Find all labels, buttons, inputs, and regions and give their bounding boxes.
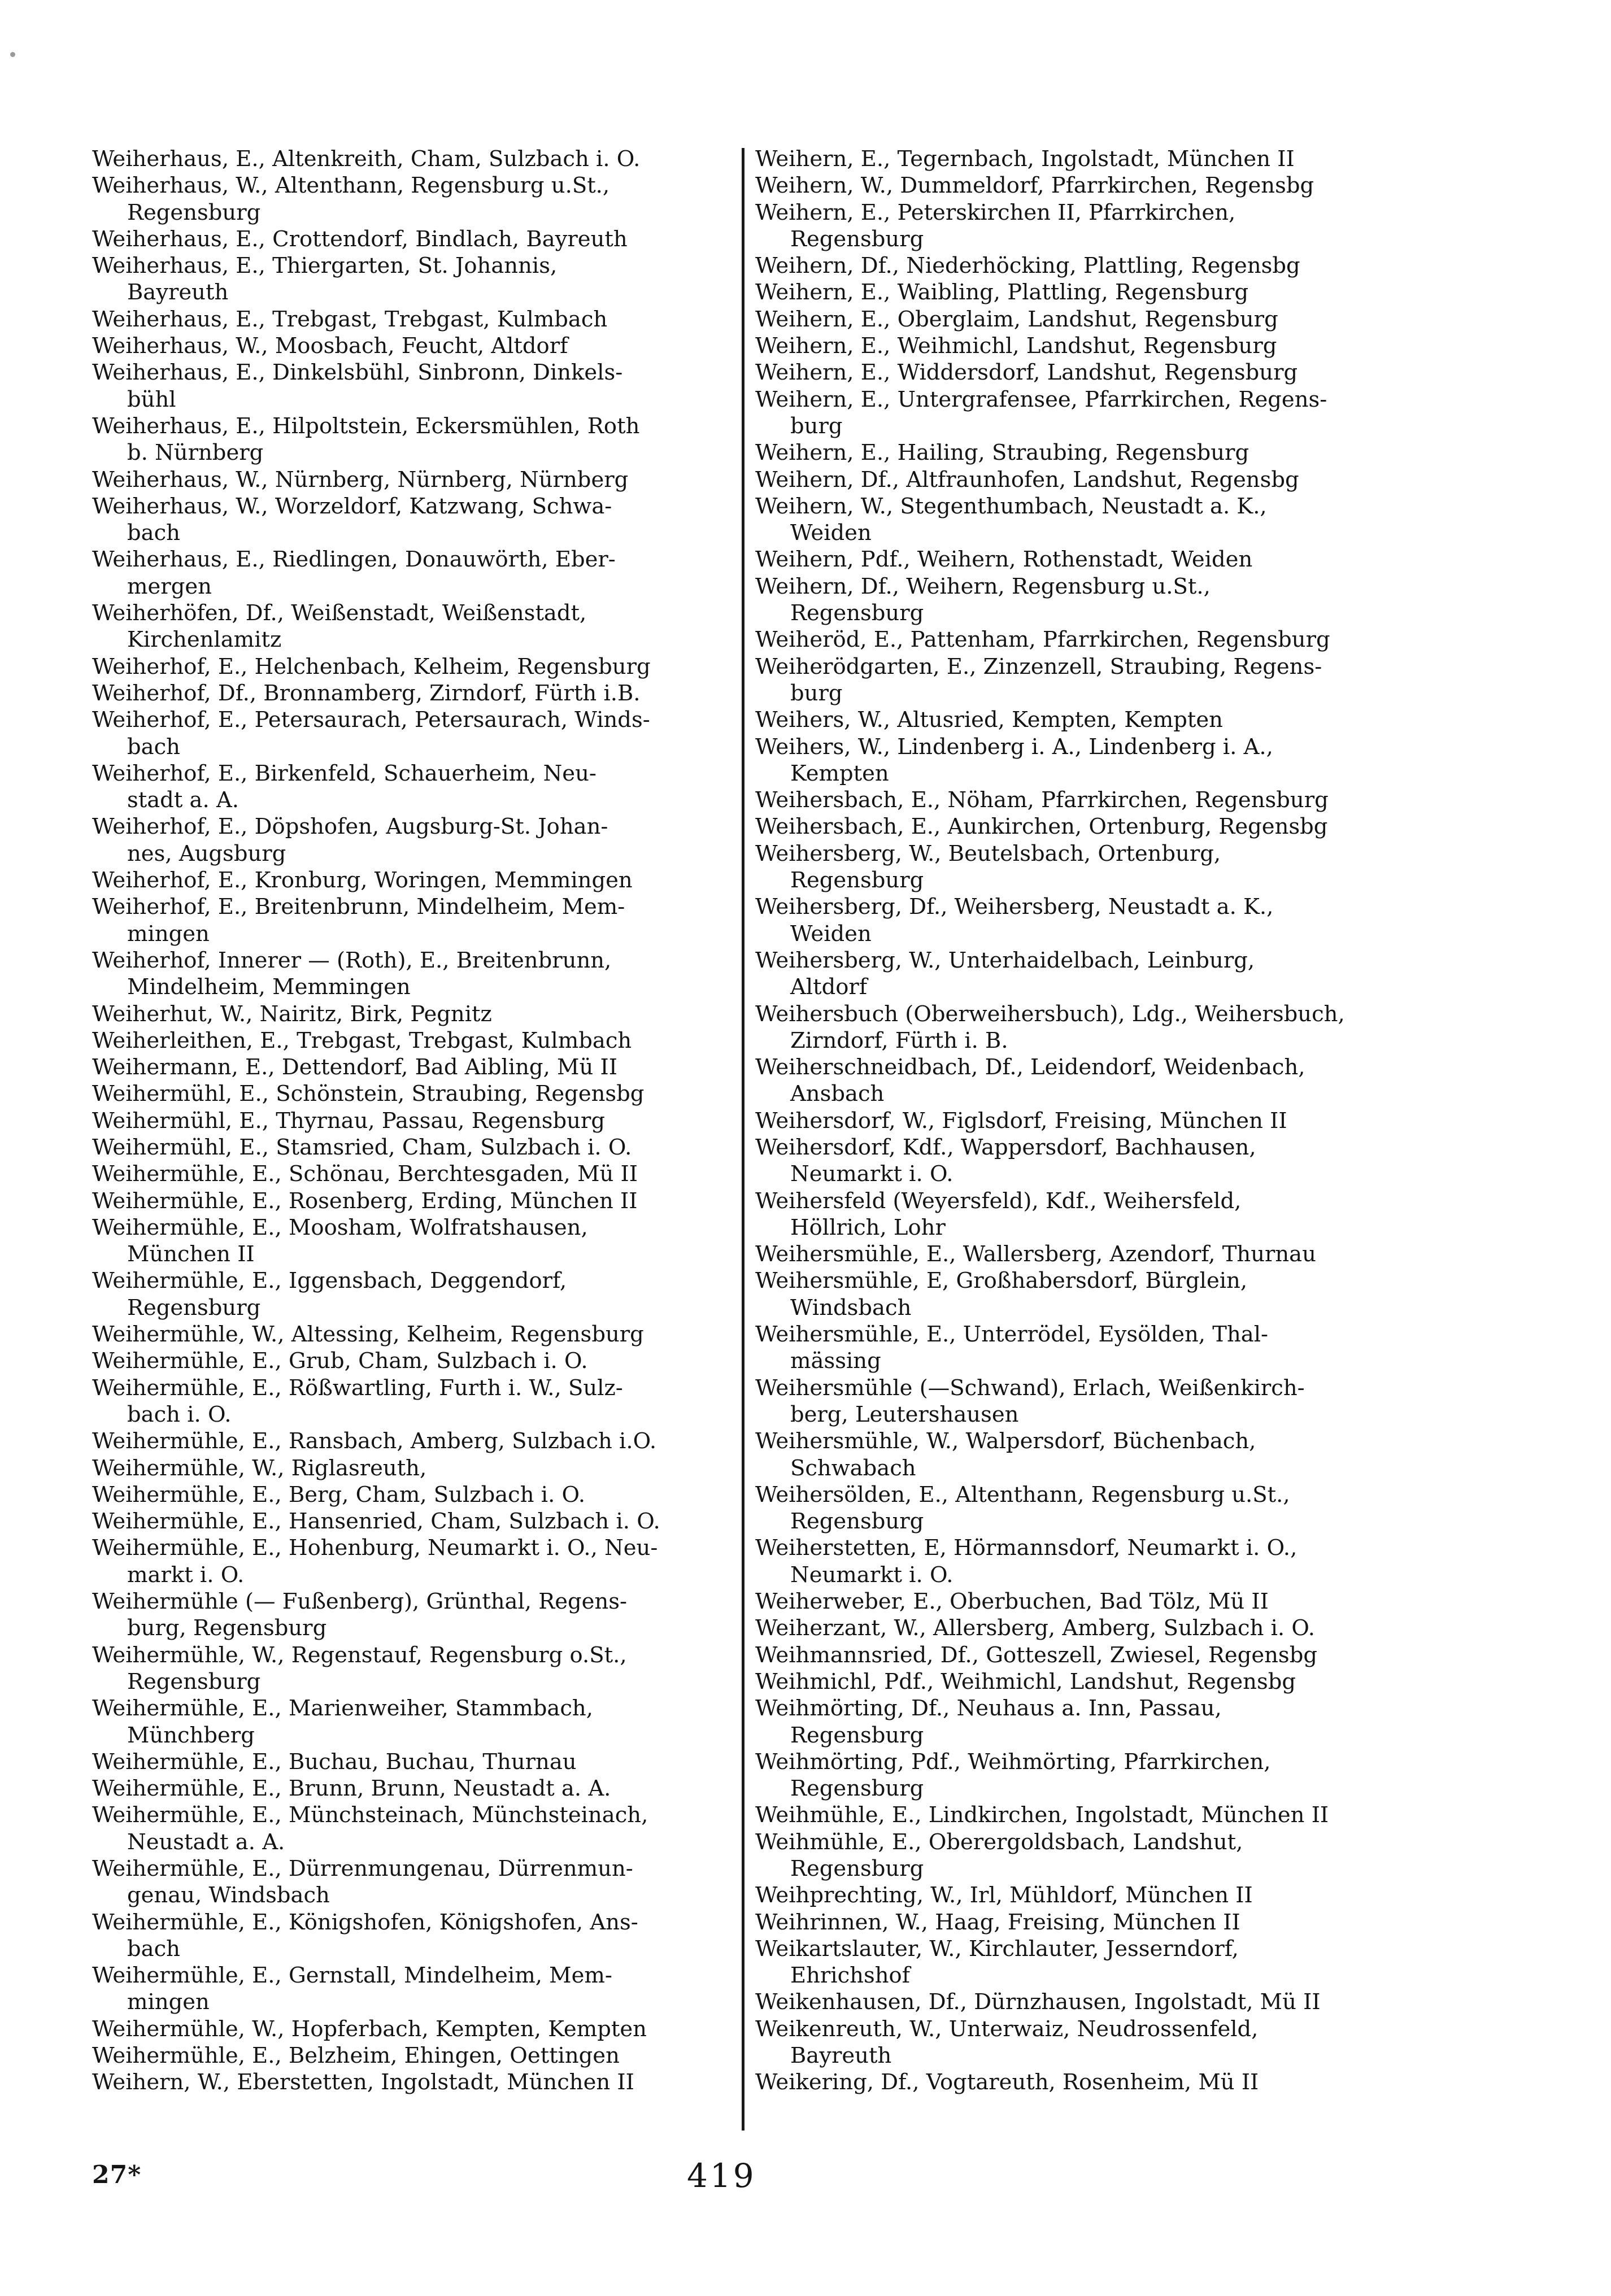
entry-line: Weihermühle, E., Königshofen, Königshofen, Ans- — [92, 1909, 638, 1935]
entry-continuation: Altdorf — [790, 974, 868, 1000]
entry-line: Weiherhöfen, Df., Weißenstadt, Weißenstadt, — [92, 600, 587, 626]
entry-line: Weihmannsried, Df., Gotteszell, Zwiesel, Regensbg — [755, 1642, 1317, 1668]
entry-line: Weihermühle, E., Gernstall, Mindelheim, Mem- — [92, 1963, 612, 1989]
place-entry — [755, 573, 1399, 627]
place-entry — [92, 1348, 736, 1374]
entry-line: Weihermühle, W., Altessing, Kelheim, Regensburg — [92, 1322, 644, 1348]
place-entry — [755, 199, 1399, 253]
entry-line: Weiherhof, E., Breitenbrunn, Mindelheim, Mem- — [92, 894, 625, 920]
entry-line: Weihermühle, E., Ransbach, Amberg, Sulzbach i.O. — [92, 1428, 657, 1454]
place-entry — [92, 1482, 736, 1508]
place-entry — [92, 1428, 736, 1454]
entry-line: Weihmühle, E., Oberergoldsbach, Landshut, — [755, 1829, 1243, 1855]
place-entry — [92, 1642, 736, 1696]
entry-continuation: Regensburg — [790, 226, 924, 252]
entry-line: Weihmühle, E., Lindkirchen, Ingolstadt, München II — [755, 1802, 1329, 1828]
entry-line: Weihern, E., Waibling, Plattling, Regensburg — [755, 280, 1249, 306]
entry-line: Weihermann, E., Dettendorf, Bad Aibling, Mü II — [92, 1055, 617, 1081]
entry-line: Weihermühle, E., Grub, Cham, Sulzbach i. O. — [92, 1348, 588, 1374]
entry-line: Weihermühle, E., Hohenburg, Neumarkt i. O., Neu- — [92, 1535, 658, 1561]
page-number: 419 — [687, 2156, 756, 2195]
entry-continuation: stadt a. A. — [127, 787, 240, 813]
entry-line: Weihersdorf, W., Figlsdorf, Freising, München II — [755, 1108, 1287, 1134]
entry-line: Weihermühle, E., Berg, Cham, Sulzbach i. O. — [92, 1482, 586, 1508]
entry-line: Weihern, Df., Altfraunhofen, Landshut, Regensbg — [755, 467, 1299, 493]
place-entry — [92, 333, 736, 359]
entry-line: Weiherhut, W., Nairitz, Birk, Pegnitz — [92, 1001, 492, 1027]
entry-continuation: genau, Windsbach — [127, 1883, 330, 1909]
entry-line: Weiherzant, W., Allersberg, Amberg, Sulzbach i. O. — [755, 1615, 1315, 1641]
entry-line: Weihersmühle, W., Walpersdorf, Büchenbach, — [755, 1428, 1256, 1454]
entry-line: Weiherhaus, E., Altenkreith, Cham, Sulzbach i. O. — [92, 146, 641, 172]
entry-continuation: München II — [127, 1241, 255, 1267]
entry-line: Weihermühle, E., Buchau, Buchau, Thurnau — [92, 1749, 577, 1775]
place-entry — [92, 1588, 736, 1642]
place-entry — [755, 146, 1399, 172]
entry-line: Weihersfeld (Weyersfeld), Kdf., Weihersfeld, — [755, 1188, 1242, 1214]
place-entry — [755, 1882, 1399, 1909]
entry-line: Weihern, Pdf., Weihern, Rothenstadt, Weiden — [755, 547, 1253, 573]
entry-line: Weihern, W., Eberstetten, Ingolstadt, München II — [92, 2070, 634, 2095]
place-entry — [755, 1668, 1399, 1695]
place-entry — [92, 1455, 736, 1482]
entry-continuation: Regensburg — [790, 868, 924, 894]
entry-line: Weiherhof, E., Döpshofen, Augsburg-St. Johan- — [92, 814, 608, 840]
place-entry — [92, 493, 736, 547]
entry-line: Weiherhaus, E., Riedlingen, Donauwörth, Eber- — [92, 547, 616, 573]
entry-continuation: mergen — [127, 573, 212, 599]
place-entry — [755, 333, 1399, 359]
place-entry — [755, 1188, 1399, 1241]
place-entry — [755, 1909, 1399, 1936]
entry-line: Weikenhausen, Df., Dürnzhausen, Ingolstadt, Mü II — [755, 1989, 1321, 2015]
place-entry — [755, 252, 1399, 279]
entry-line: Weihermühle, E., Marienweiher, Stammbach, — [92, 1696, 593, 1722]
place-entry — [755, 1695, 1399, 1749]
place-entry — [755, 1936, 1399, 1989]
entry-line: Weiherhaus, E., Thiergarten, St. Johannis, — [92, 253, 558, 279]
place-entry — [92, 1962, 736, 2016]
place-entry — [92, 1108, 736, 1134]
entry-line: Weihersmühle, E., Wallersberg, Azendorf, Thurnau — [755, 1241, 1316, 1267]
entry-continuation: Zirndorf, Fürth i. B. — [790, 1027, 1008, 1053]
place-entry — [92, 1695, 736, 1749]
entry-line: Weihersbach, E., Nöham, Pfarrkirchen, Regensburg — [755, 787, 1329, 813]
place-entry — [755, 787, 1399, 813]
entry-continuation: nes, Augsburg — [127, 840, 286, 866]
place-entry — [92, 226, 736, 252]
entry-continuation: Regensburg — [790, 1776, 924, 1802]
entry-line: Weiherhof, E., Kronburg, Woringen, Memmingen — [92, 868, 633, 894]
place-entry — [92, 1161, 736, 1187]
place-entry — [755, 279, 1399, 306]
place-entry — [92, 1267, 736, 1321]
place-entry — [755, 1108, 1399, 1134]
place-entry — [755, 386, 1399, 440]
entry-continuation: bach i. O. — [127, 1401, 232, 1427]
place-entry — [755, 1482, 1399, 1535]
place-entry — [92, 306, 736, 333]
entry-line: Weiheröd, E., Pattenham, Pfarrkirchen, Regensburg — [755, 627, 1330, 653]
place-entry — [92, 1802, 736, 1855]
entry-line: Weihermühl, E., Stamsried, Cham, Sulzbach i. O. — [92, 1134, 632, 1160]
entry-continuation: Weiden — [790, 921, 872, 947]
entry-continuation: burg — [790, 413, 843, 439]
entry-line: Weihersbuch (Oberweihersbuch), Ldg., Weihersbuch, — [755, 1001, 1345, 1027]
entry-line: Weihersölden, E., Altenthann, Regensburg u.St., — [755, 1482, 1290, 1508]
place-entry — [92, 1001, 736, 1027]
entry-continuation: Regensburg — [790, 1722, 924, 1748]
place-entry — [755, 1428, 1399, 1482]
entry-line: Weihermühl, E., Schönstein, Straubing, Regensbg — [92, 1081, 645, 1107]
entry-line: Weihmörting, Pdf., Weihmörting, Pfarrkirchen, — [755, 1749, 1271, 1775]
entry-continuation: burg, Regensburg — [127, 1615, 327, 1641]
entry-line: Weihern, E., Weihmichl, Landshut, Regensburg — [755, 333, 1277, 359]
entry-line: Weiherhof, Df., Bronnamberg, Zirndorf, Fürth i.B. — [92, 680, 641, 706]
place-entry — [92, 1188, 736, 1214]
place-entry — [92, 252, 736, 306]
entry-line: Weikering, Df., Vogtareuth, Rosenheim, Mü II — [755, 2070, 1259, 2095]
entry-line: Weihrinnen, W., Haag, Freising, München II — [755, 1909, 1240, 1935]
place-entry — [92, 680, 736, 707]
column-divider — [742, 148, 744, 2131]
place-entry — [755, 1615, 1399, 1641]
place-entry — [92, 760, 736, 814]
entry-line: Weiherhof, E., Helchenbach, Kelheim, Regensburg — [92, 653, 651, 679]
place-entry — [92, 653, 736, 680]
entry-line: Weihersbach, E., Aunkirchen, Ortenburg, Regensbg — [755, 814, 1328, 840]
place-entry — [755, 1749, 1399, 1802]
place-entry — [92, 359, 736, 413]
entry-continuation: Regensburg — [790, 1509, 924, 1535]
entry-line: Weihers, W., Altusried, Kempten, Kempten — [755, 707, 1223, 733]
entry-line: Weiherhaus, W., Nürnberg, Nürnberg, Nürnberg — [92, 467, 629, 493]
entry-continuation: markt i. O. — [127, 1562, 245, 1588]
place-entry — [755, 1642, 1399, 1668]
place-entry — [755, 1802, 1399, 1828]
place-entry — [92, 813, 736, 867]
entry-continuation: Regensburg — [790, 600, 924, 626]
entry-continuation: Höllrich, Lohr — [790, 1214, 946, 1240]
entry-continuation: Neustadt a. A. — [127, 1829, 285, 1855]
place-entry — [92, 1375, 736, 1428]
printer-signature-mark: 27* — [92, 2160, 142, 2189]
entry-continuation: bach — [127, 520, 180, 546]
entry-continuation: mässing — [790, 1348, 881, 1374]
left-column — [92, 146, 736, 2096]
entry-continuation: bühl — [127, 386, 176, 412]
place-entry — [755, 894, 1399, 947]
place-entry — [755, 947, 1399, 1001]
place-entry — [92, 172, 736, 226]
entry-line: Weiherhaus, E., Crottendorf, Bindlach, Bayreuth — [92, 226, 628, 252]
place-entry — [92, 2042, 736, 2069]
entry-continuation: Bayreuth — [790, 2043, 892, 2069]
entry-line: Weihmörting, Df., Neuhaus a. Inn, Passau, — [755, 1696, 1222, 1722]
place-entry — [755, 1267, 1399, 1321]
place-entry — [92, 707, 736, 760]
place-entry — [92, 894, 736, 947]
place-entry — [92, 2069, 736, 2095]
place-entry — [92, 867, 736, 894]
place-entry — [92, 467, 736, 493]
entry-line: Weihermühle, E., Rößwartling, Furth i. W., Sulz- — [92, 1375, 623, 1401]
place-entry — [92, 146, 736, 172]
entry-line: Weihern, W., Dummeldorf, Pfarrkirchen, Regensbg — [755, 173, 1314, 199]
place-entry — [755, 1375, 1399, 1428]
entry-line: Weiherhaus, E., Dinkelsbühl, Sinbronn, Dinkels- — [92, 360, 623, 386]
entry-line: Weihern, Df., Weihern, Regensburg u.St., — [755, 573, 1211, 599]
entry-line: Weihermühle, E., Dürrenmungenau, Dürrenmun- — [92, 1856, 633, 1881]
entry-continuation: Ehrichshof — [790, 1963, 910, 1989]
place-entry — [755, 1001, 1399, 1055]
entry-continuation: Regensburg — [127, 1668, 261, 1694]
entry-line: Weiherhaus, W., Altenthann, Regensburg u.St., — [92, 173, 610, 199]
place-entry — [92, 947, 736, 1001]
entry-continuation: bach — [127, 1936, 180, 1962]
place-entry — [755, 707, 1399, 733]
entry-continuation: Weiden — [790, 520, 872, 546]
entry-line: Weihermühle, E., Schönau, Berchtesgaden, Mü II — [92, 1161, 638, 1187]
entry-continuation: Regensburg — [790, 1856, 924, 1881]
entry-line: Weiherödgarten, E., Zinzenzell, Straubing, Regens- — [755, 653, 1322, 679]
place-entry — [755, 1054, 1399, 1108]
entry-line: Weihersmühle, E, Großhabersdorf, Bürglein, — [755, 1268, 1248, 1294]
entry-line: Weiherhaus, E., Trebgast, Trebgast, Kulmbach — [92, 306, 608, 332]
entry-line: Weihern, E., Peterskirchen II, Pfarrkirchen, — [755, 199, 1236, 225]
entry-continuation: Regensburg — [127, 1295, 261, 1321]
entry-line: Weihersmühle (—Schwand), Erlach, Weißenkirch- — [755, 1375, 1305, 1401]
entry-line: Weihermühle (— Fußenberg), Grünthal, Regens- — [92, 1589, 628, 1615]
entry-line: Weihermühle, E., Iggensbach, Deggendorf, — [92, 1268, 567, 1294]
place-entry — [755, 734, 1399, 787]
entry-line: Weihern, W., Stegenthumbach, Neustadt a. K., — [755, 493, 1267, 519]
entry-line: Weiherhaus, W., Moosbach, Feucht, Altdorf — [92, 333, 568, 359]
entry-continuation: berg, Leutershausen — [790, 1401, 1019, 1427]
entry-line: Weiherweber, E., Oberbuchen, Bad Tölz, Mü II — [755, 1589, 1269, 1615]
place-entry — [755, 546, 1399, 573]
entry-continuation: mingen — [127, 1989, 210, 2015]
place-entry — [92, 1535, 736, 1588]
entry-line: Weihermühle, E., Belzheim, Ehingen, Oettingen — [92, 2043, 620, 2069]
entry-continuation: Ansbach — [790, 1081, 885, 1107]
paper-speck — [10, 52, 15, 57]
place-entry — [755, 172, 1399, 199]
entry-line: Weihersberg, W., Beutelsbach, Ortenburg, — [755, 840, 1221, 866]
place-entry — [755, 840, 1399, 894]
place-entry — [92, 2016, 736, 2042]
entry-line: Weiherhaus, W., Worzeldorf, Katzwang, Schwa- — [92, 493, 612, 519]
place-entry — [755, 1241, 1399, 1267]
place-entry — [755, 1535, 1399, 1588]
entry-continuation: mingen — [127, 921, 210, 947]
entry-line: Weihern, Df., Niederhöcking, Plattling, Regensbg — [755, 253, 1300, 279]
entry-line: Weikartslauter, W., Kirchlauter, Jesserndorf, — [755, 1936, 1239, 1962]
entry-line: Weihersdorf, Kdf., Wappersdorf, Bachhausen, — [755, 1134, 1256, 1160]
entry-line: Weihern, E., Tegernbach, Ingolstadt, München II — [755, 146, 1295, 172]
place-entry — [755, 2016, 1399, 2070]
place-entry — [755, 1829, 1399, 1883]
entry-line: Weihersberg, W., Unterhaidelbach, Leinburg, — [755, 947, 1255, 973]
entry-continuation: Bayreuth — [127, 280, 229, 306]
place-entry — [755, 626, 1399, 653]
entry-continuation: b. Nürnberg — [127, 440, 264, 466]
entry-line: Weihersmühle, E., Unterrödel, Eysölden, Thal- — [755, 1322, 1269, 1348]
entry-line: Weiherhaus, E., Hilpoltstein, Eckersmühlen, Roth — [92, 413, 640, 439]
place-entry — [92, 1508, 736, 1535]
place-entry — [755, 813, 1399, 840]
entry-line: Weihern, E., Widdersdorf, Landshut, Regensburg — [755, 360, 1298, 386]
entry-line: Weihern, E., Oberglaim, Landshut, Regensburg — [755, 306, 1278, 332]
place-entry — [92, 1321, 736, 1348]
place-entry — [755, 306, 1399, 333]
place-entry — [92, 546, 736, 600]
right-column — [755, 146, 1399, 2096]
entry-line: Weiherhof, E., Petersaurach, Petersaurach, Winds- — [92, 707, 650, 733]
entry-continuation: burg — [790, 680, 843, 706]
place-entry — [755, 653, 1399, 707]
entry-line: Weihermühle, E., Rosenberg, Erding, München II — [92, 1188, 638, 1214]
place-entry — [92, 1855, 736, 1909]
entry-continuation: Schwabach — [790, 1455, 916, 1481]
entry-line: Weihermühle, W., Riglasreuth, — [92, 1455, 427, 1481]
entry-continuation: Neumarkt i. O. — [790, 1562, 953, 1588]
entry-line: Weihprechting, W., Irl, Mühldorf, München II — [755, 1883, 1253, 1909]
entry-line: Weihersberg, Df., Weihersberg, Neustadt a. K., — [755, 894, 1274, 920]
entry-line: Weihers, W., Lindenberg i. A., Lindenberg i. A., — [755, 734, 1273, 760]
entry-line: Weihermühle, E., Hansenried, Cham, Sulzbach i. O. — [92, 1509, 660, 1535]
entry-continuation: Kirchenlamitz — [127, 627, 282, 653]
entry-line: Weiherschneidbach, Df., Leidendorf, Weidenbach, — [755, 1055, 1305, 1081]
entry-line: Weihermühle, E., Brunn, Brunn, Neustadt a. A. — [92, 1776, 611, 1802]
entry-line: Weikenreuth, W., Unterwaiz, Neudrossenfeld, — [755, 2016, 1259, 2042]
entry-continuation: Mindelheim, Memmingen — [127, 974, 411, 1000]
entry-continuation: Kempten — [790, 760, 889, 786]
place-entry — [755, 1321, 1399, 1375]
entry-line: Weihern, E., Untergrafensee, Pfarrkirchen, Regens- — [755, 386, 1327, 412]
entry-continuation: Münchberg — [127, 1722, 255, 1748]
place-entry — [755, 359, 1399, 386]
entry-line: Weihern, E., Hailing, Straubing, Regensburg — [755, 440, 1249, 466]
entry-line: Weiherhof, Innerer — (Roth), E., Breitenbrunn, — [92, 947, 612, 973]
entry-line: Weihermühle, E., Moosham, Wolfratshausen, — [92, 1214, 588, 1240]
place-entry — [755, 467, 1399, 493]
place-entry — [92, 1027, 736, 1054]
entry-continuation: Windsbach — [790, 1295, 912, 1321]
place-entry — [755, 1588, 1399, 1615]
place-entry — [755, 493, 1399, 547]
place-entry — [755, 439, 1399, 466]
place-entry — [92, 1134, 736, 1161]
place-entry — [755, 2069, 1399, 2095]
place-entry — [755, 1989, 1399, 2015]
place-entry — [92, 1054, 736, 1081]
entry-line: Weihermühle, E., Münchsteinach, Münchsteinach, — [92, 1802, 648, 1828]
place-entry — [755, 1134, 1399, 1188]
place-entry — [92, 413, 736, 467]
entry-line: Weihermühl, E., Thyrnau, Passau, Regensburg — [92, 1108, 605, 1134]
place-entry — [92, 600, 736, 653]
place-entry — [92, 1909, 736, 1963]
entry-line: Weihermühle, W., Hopferbach, Kempten, Kempten — [92, 2016, 647, 2042]
entry-continuation: Neumarkt i. O. — [790, 1161, 953, 1187]
entry-line: Weihermühle, W., Regenstauf, Regensburg o.St., — [92, 1642, 627, 1668]
place-entry — [92, 1749, 736, 1775]
place-entry — [92, 1214, 736, 1268]
entry-line: Weiherleithen, E., Trebgast, Trebgast, Kulmbach — [92, 1027, 632, 1053]
entry-line: Weiherstetten, E, Hörmannsdorf, Neumarkt i. O., — [755, 1535, 1297, 1561]
entry-line: Weiherhof, E., Birkenfeld, Schauerheim, Neu- — [92, 760, 596, 786]
entry-continuation: Regensburg — [127, 199, 261, 225]
entry-continuation: bach — [127, 734, 180, 760]
entry-line: Weihmichl, Pdf., Weihmichl, Landshut, Regensbg — [755, 1668, 1296, 1694]
place-entry — [92, 1775, 736, 1802]
place-entry — [92, 1081, 736, 1107]
